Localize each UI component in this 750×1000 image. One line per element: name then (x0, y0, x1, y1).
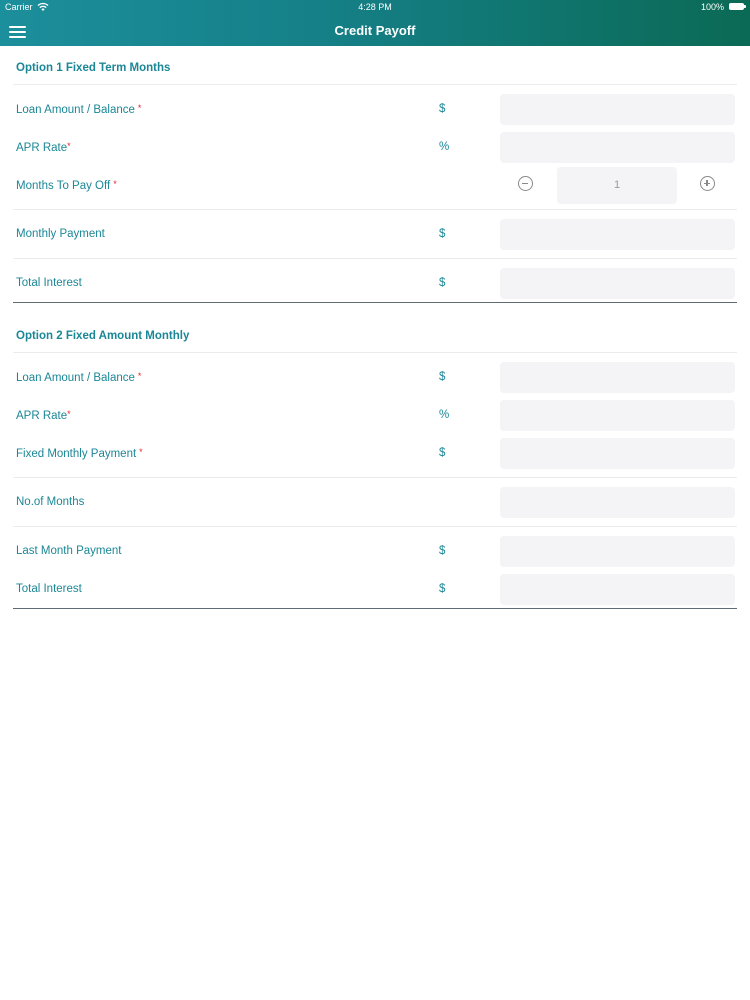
option2-apr-label: APR Rate* (16, 409, 71, 422)
status-time: 4:28 PM (358, 2, 392, 12)
required-marker: * (137, 371, 142, 381)
option1-monthly-payment-unit: $ (439, 228, 446, 240)
divider (13, 352, 737, 353)
option1-total-interest-output[interactable] (500, 268, 735, 299)
option2-total-interest-output[interactable] (500, 574, 735, 605)
decrement-months-button[interactable] (518, 176, 533, 191)
option2-fixed-payment-input[interactable] (500, 438, 735, 469)
option1-monthly-payment-output[interactable] (500, 219, 735, 250)
option1-loan-unit: $ (439, 103, 446, 115)
divider (13, 84, 737, 85)
option2-fixed-payment-label: Fixed Monthly Payment * (16, 447, 143, 460)
option2-total-interest-unit: $ (439, 583, 446, 595)
required-marker: * (67, 141, 71, 151)
increment-months-button[interactable] (700, 176, 715, 191)
option2-apr-unit: % (439, 409, 450, 421)
section-divider (13, 608, 737, 609)
option2-months-label: No.of Months (16, 496, 85, 508)
option1-months-label: Months To Pay Off * (16, 179, 117, 192)
option1-apr-input[interactable] (500, 132, 735, 163)
option2-loan-amount-input[interactable] (500, 362, 735, 393)
option2-months-output[interactable] (500, 487, 735, 518)
battery-icon (729, 3, 744, 10)
option2-last-payment-label: Last Month Payment (16, 545, 122, 557)
section-divider (13, 302, 737, 303)
option2-apr-input[interactable] (500, 400, 735, 431)
option1-total-interest-unit: $ (439, 277, 446, 289)
option2-total-interest-label: Total Interest (16, 583, 82, 595)
required-marker: * (113, 179, 117, 189)
carrier-label: Carrier (5, 2, 33, 12)
option1-monthly-payment-label: Monthly Payment (16, 228, 105, 240)
option1-apr-label: APR Rate* (16, 141, 71, 154)
app-header (0, 0, 750, 46)
battery-percent: 100% (700, 2, 724, 12)
page-title: Credit Payoff (334, 23, 416, 38)
divider (13, 209, 737, 210)
option2-loan-label: Loan Amount / Balance * (16, 371, 142, 384)
option1-apr-unit: % (439, 141, 450, 153)
option2-last-payment-unit: $ (439, 545, 446, 557)
required-marker: * (67, 409, 71, 419)
divider (13, 258, 737, 259)
required-marker: * (137, 103, 142, 113)
option1-loan-label: Loan Amount / Balance * (16, 103, 142, 116)
required-marker: * (139, 447, 143, 457)
option1-section-title: Option 1 Fixed Term Months (16, 62, 171, 74)
divider (13, 526, 737, 527)
option1-loan-amount-input[interactable] (500, 94, 735, 125)
option2-last-payment-output[interactable] (500, 536, 735, 567)
option2-section-title: Option 2 Fixed Amount Monthly (16, 330, 190, 342)
status-bar (0, 0, 750, 14)
option1-total-interest-label: Total Interest (16, 277, 82, 289)
divider (13, 477, 737, 478)
option2-fixed-payment-unit: $ (439, 447, 446, 459)
option2-loan-unit: $ (439, 371, 446, 383)
months-stepper-value[interactable]: 1 (557, 167, 677, 204)
